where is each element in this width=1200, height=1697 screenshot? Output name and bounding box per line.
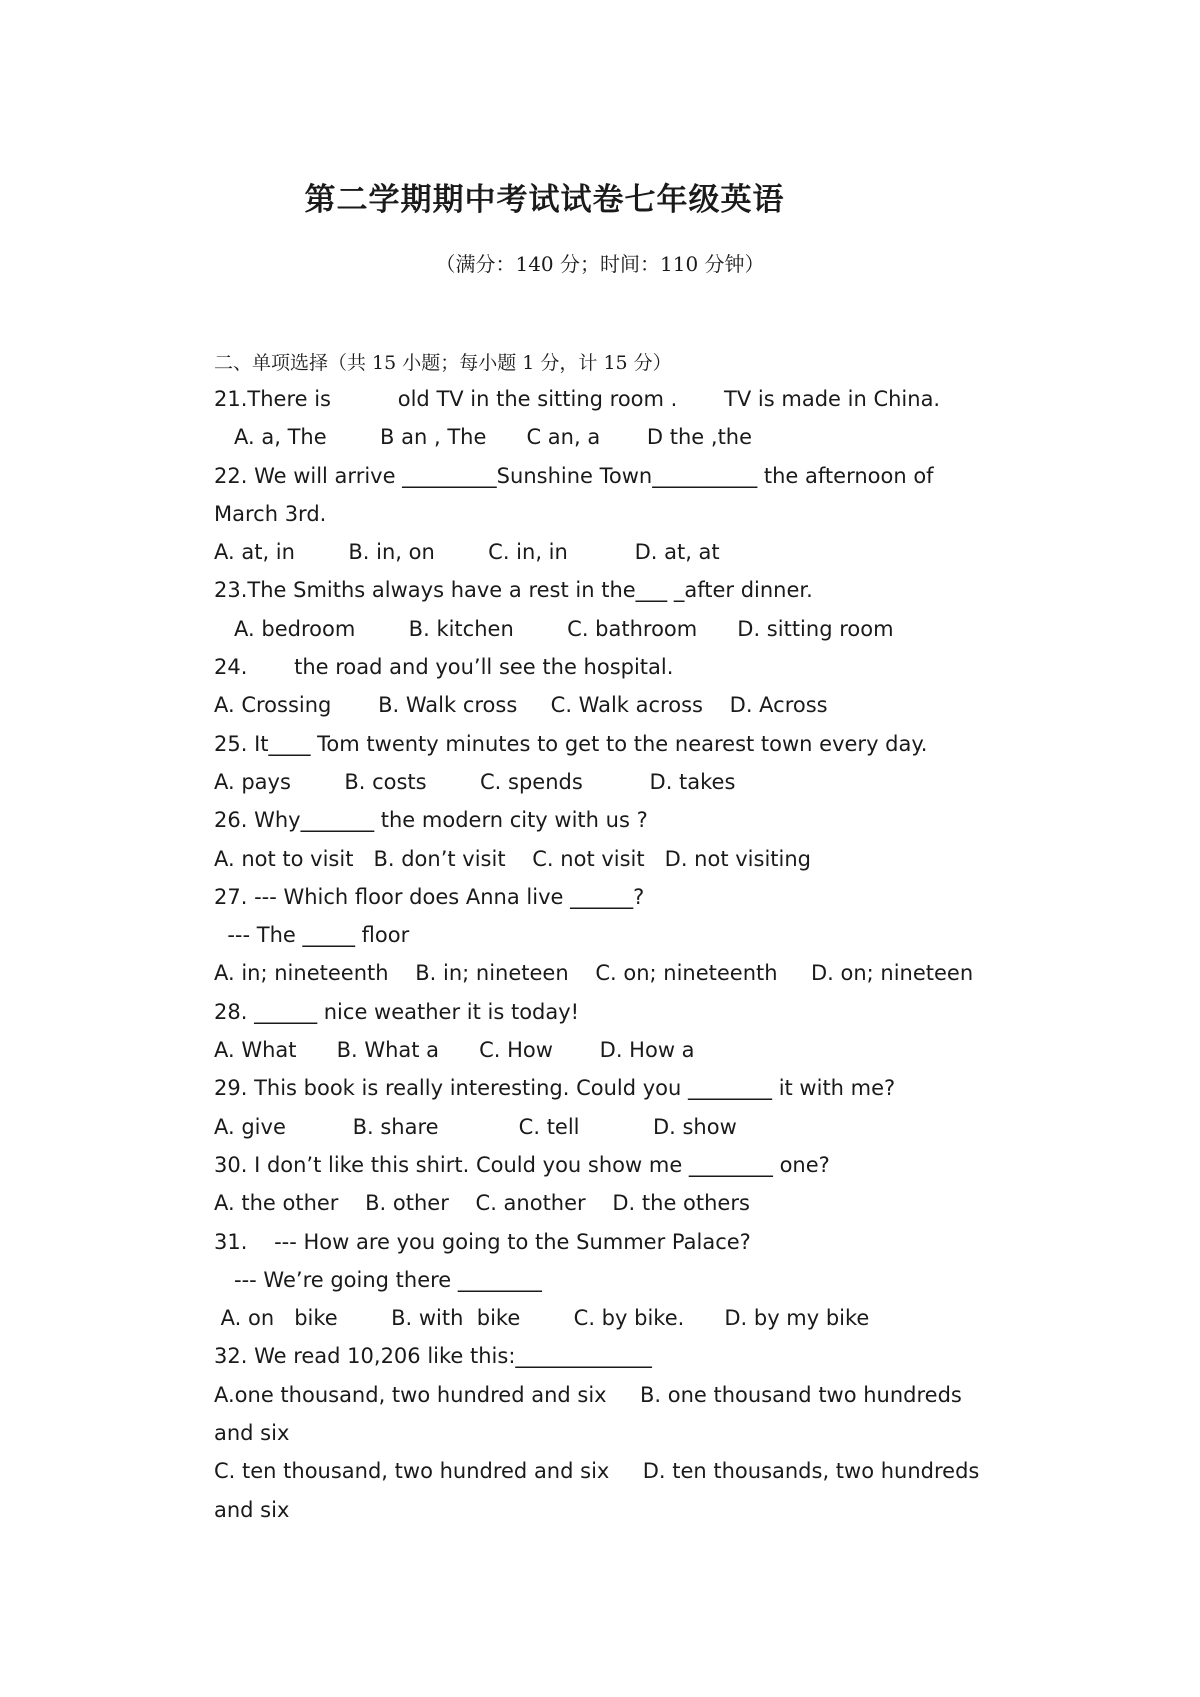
question-line: A. bedroom B. kitchen C. bathroom D. sitting room: [214, 616, 894, 641]
question-line: 29. This book is really interesting. Could you ________ it with me?: [214, 1076, 896, 1101]
question-line: and six: [214, 1497, 290, 1522]
question-line: and six: [214, 1421, 290, 1446]
question-line: A. What B. What a C. How D. How a: [214, 1038, 695, 1063]
question-line: 23.The Smiths always have a rest in the___ _after dinner.: [214, 578, 813, 603]
question-line: 25. It____ Tom twenty minutes to get to the nearest town every day.: [214, 731, 928, 756]
question-line: A. not to visit B. don’t visit C. not visit D. not visiting: [214, 846, 811, 871]
question-line: A. at, in B. in, on C. in, in D. at, at: [214, 540, 720, 565]
question-line: 21.There is old TV in the sitting room . TV is made in China.: [214, 387, 941, 411]
question-list: [214, 380, 1034, 1529]
question-line: A.one thousand, two hundred and six B. one thousand two hundreds: [214, 1382, 962, 1407]
question-line: 24. the road and you’ll see the hospital.: [214, 655, 674, 680]
question-line: A. a, The B an , The C an, a D the ,the: [214, 425, 753, 450]
question-line: A. pays B. costs C. spends D. takes: [214, 769, 736, 794]
question-line: A. give B. share C. tell D. show: [214, 1114, 737, 1139]
question-line: 22. We will arrive _________Sunshine Town__________ the afternoon of: [214, 463, 934, 488]
question-line: --- We’re going there ________: [214, 1267, 542, 1292]
question-line: 27. --- Which floor does Anna live ______?: [214, 884, 645, 909]
question-line: --- The _____ floor: [214, 923, 410, 948]
question-line: A. Crossing B. Walk cross C. Walk across D. Across: [214, 693, 828, 718]
question-line: 31. --- How are you going to the Summer Palace?: [214, 1229, 751, 1254]
question-line: 28. ______ nice weather it is today!: [214, 999, 580, 1024]
question-line: C. ten thousand, two hundred and six D. ten thousands, two hundreds: [214, 1459, 980, 1484]
question-line: 26. Why_______ the modern city with us ?: [214, 808, 648, 833]
question-line: A. the other B. other C. another D. the others: [214, 1191, 750, 1216]
question-line: A. on bike B. with bike C. by bike. D. by my bike: [214, 1306, 870, 1331]
page-title: 第二学期期中考试试卷七年级英语: [304, 182, 785, 218]
question-line: A. in; nineteenth B. in; nineteen C. on; nineteenth D. on; nineteen: [214, 961, 974, 986]
question-line: March 3rd.: [214, 501, 327, 526]
exam-info: （满分：140 分；时间：110 分钟）: [435, 252, 765, 276]
question-line: 32. We read 10,206 like this:_____________: [214, 1344, 652, 1369]
question-line: 30. I don’t like this shirt. Could you show me ________ one?: [214, 1152, 830, 1177]
section-heading: 二、单项选择（共 15 小题；每小题 1 分，计 15 分）: [214, 352, 672, 374]
